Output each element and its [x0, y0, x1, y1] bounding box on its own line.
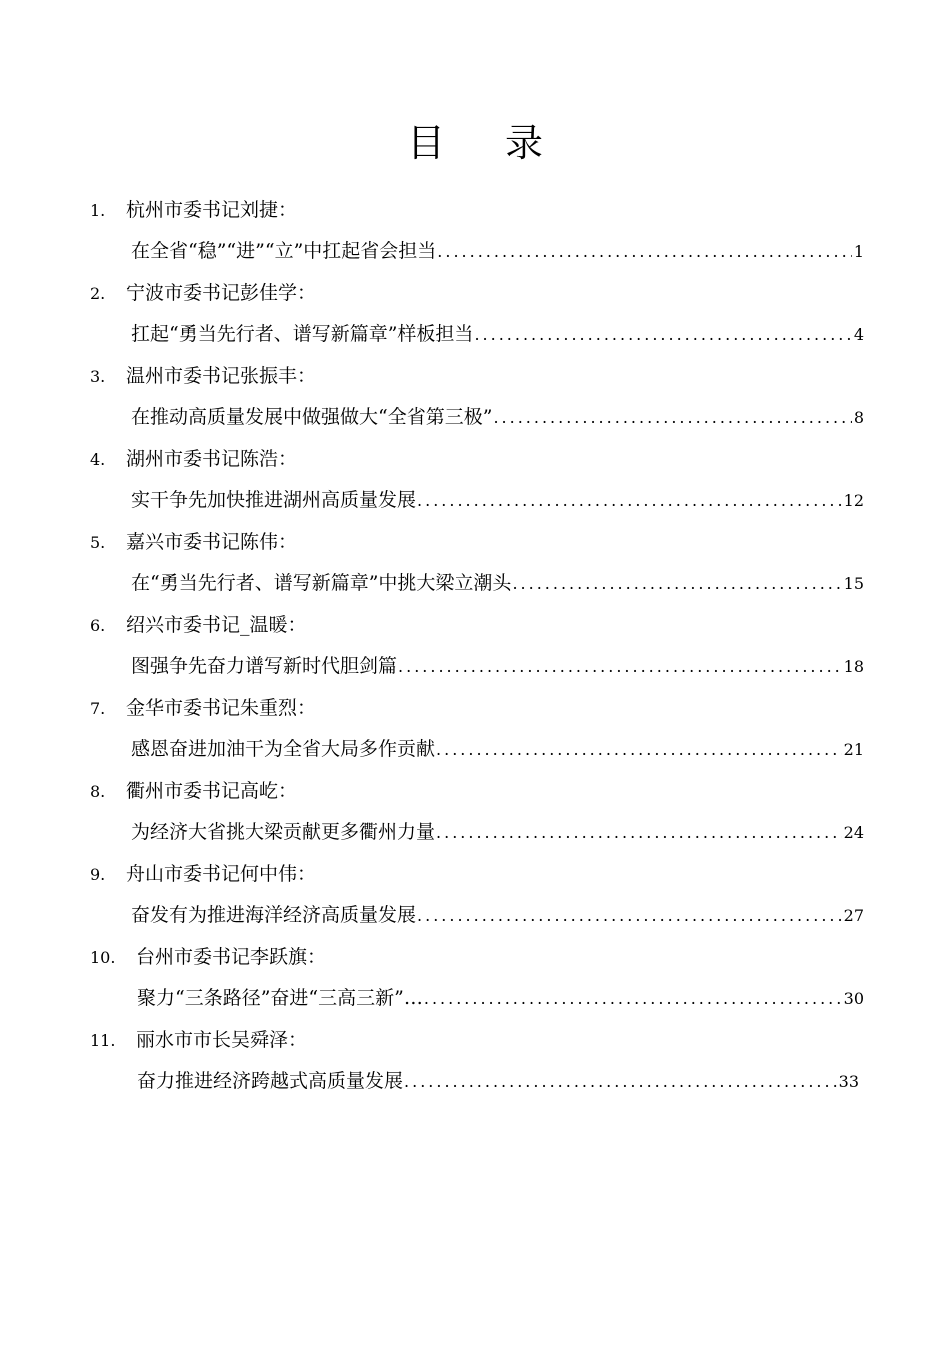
toc-entry[interactable] — [0, 854, 950, 937]
toc-entry-author: 绍兴市委书记_温暖： — [126, 614, 307, 636]
toc-entry-title: 为经济大省挑大梁贡献更多衢州力量 — [131, 821, 436, 843]
toc-entry[interactable] — [0, 273, 950, 356]
toc-entry-line[interactable] — [131, 314, 864, 354]
toc-entry[interactable] — [0, 522, 950, 605]
toc-entry-number: 10. — [90, 948, 116, 967]
toc-entry-title: 奋力推进经济跨越式高质量发展 — [137, 1070, 404, 1092]
toc-entry-page-number: 12 — [843, 491, 864, 510]
toc-entry-number: 3. — [90, 367, 106, 386]
toc-entry-author: 衢州市委书记高屹： — [126, 780, 298, 802]
dot-leader — [403, 1062, 837, 1102]
toc-entry-page-number: 18 — [843, 657, 864, 676]
toc-entry-number: 1. — [90, 201, 106, 220]
toc-entry-line[interactable] — [137, 1061, 859, 1101]
toc-entry-heading — [90, 937, 326, 977]
toc-entry-page-number: 33 — [838, 1072, 859, 1091]
toc-entry-page-number: 4 — [853, 325, 864, 344]
dot-leader — [492, 398, 851, 438]
toc-entry[interactable] — [0, 190, 950, 273]
toc-entry-line[interactable] — [131, 646, 864, 686]
toc-entry[interactable] — [0, 688, 950, 771]
toc-entry-line[interactable] — [131, 895, 864, 935]
dot-leader — [473, 315, 851, 355]
toc-entry-title: 在推动高质量发展中做强做大“全省第三极” — [131, 406, 493, 428]
toc-entry-heading — [90, 522, 297, 562]
toc-entry-number: 4. — [90, 450, 106, 469]
toc-entry-number: 7. — [90, 699, 106, 718]
toc-entry-page-number: 24 — [843, 823, 864, 842]
toc-entry-heading — [90, 854, 316, 894]
toc-entry-title: 扛起“勇当先行者、谱写新篇章”样板担当 — [131, 323, 474, 345]
toc-entry-line[interactable] — [131, 812, 864, 852]
toc-entry-author: 舟山市委书记何中伟： — [126, 863, 317, 885]
toc-entry-heading — [90, 190, 297, 230]
toc-entry-number: 2. — [90, 284, 106, 303]
dot-leader — [397, 647, 842, 687]
toc-entry-page-number: 15 — [843, 574, 864, 593]
toc-entry-title: 图强争先奋力谱写新时代胆剑篇 — [131, 655, 398, 677]
toc-entry-page-number: 8 — [853, 408, 864, 427]
toc-entry[interactable] — [0, 439, 950, 522]
toc-entry-line[interactable] — [131, 231, 864, 271]
toc-entry[interactable] — [0, 1020, 950, 1103]
toc-entry[interactable] — [0, 771, 950, 854]
page-title: 目 录 — [406, 121, 568, 165]
toc-entry-title: 在“勇当先行者、谱写新篇章”中挑大梁立潮头 — [131, 572, 512, 594]
dot-leader — [435, 813, 842, 853]
toc-entry-title: 在全省“稳”“进”“立”中扛起省会担当 — [131, 240, 437, 262]
toc-entry-heading — [90, 1020, 307, 1060]
dot-leader — [416, 896, 842, 936]
toc-entry[interactable] — [0, 937, 950, 1020]
dot-leader — [511, 564, 841, 604]
dot-leader — [435, 730, 842, 770]
toc-entry-number: 11. — [90, 1031, 116, 1050]
toc-entry-line[interactable] — [131, 480, 864, 520]
toc-entry-author: 台州市委书记李跃旗： — [136, 946, 327, 968]
toc-entry-author: 丽水市市长吴舜泽： — [136, 1029, 308, 1051]
dot-leader — [423, 979, 842, 1019]
toc-entry-line[interactable] — [131, 397, 864, 437]
toc-entry-heading — [90, 273, 316, 313]
toc-entry-title: 奋发有为推进海洋经济高质量发展 — [131, 904, 417, 926]
toc-entry-line[interactable] — [131, 563, 864, 603]
dot-leader — [436, 232, 852, 272]
toc-entry-heading — [90, 771, 297, 811]
toc-entry-author: 金华市委书记朱重烈： — [126, 697, 317, 719]
toc-entry-page-number: 30 — [843, 989, 864, 1008]
toc-entry-title: 感恩奋进加油干为全省大局多作贡献 — [131, 738, 436, 760]
toc-entry-author: 温州市委书记张振丰： — [126, 365, 317, 387]
toc-entry-heading — [90, 605, 307, 645]
toc-entry-number: 9. — [90, 865, 106, 884]
toc-entry[interactable] — [0, 605, 950, 688]
toc-entry-heading — [90, 356, 316, 396]
toc-entry[interactable] — [0, 356, 950, 439]
toc-entry-line[interactable] — [131, 729, 864, 769]
toc-entry-line[interactable] — [137, 978, 864, 1018]
toc-entry-author: 嘉兴市委书记陈伟： — [126, 531, 298, 553]
table-of-contents — [0, 190, 950, 1103]
toc-entry-author: 杭州市委书记刘捷： — [126, 199, 298, 221]
toc-entry-page-number: 1 — [853, 242, 864, 261]
toc-entry-title: 实干争先加快推进湖州高质量发展 — [131, 489, 417, 511]
toc-entry-heading — [90, 439, 297, 479]
toc-entry-author: 宁波市委书记彭佳学： — [126, 282, 317, 304]
toc-entry-author: 湖州市委书记陈浩： — [126, 448, 298, 470]
toc-entry-number: 6. — [90, 616, 106, 635]
toc-entry-number: 8. — [90, 782, 106, 801]
toc-entry-heading — [90, 688, 316, 728]
toc-entry-page-number: 27 — [843, 906, 864, 925]
toc-entry-page-number: 21 — [843, 740, 864, 759]
dot-leader — [416, 481, 842, 521]
toc-entry-title: 聚力“三条路径”奋进“三高三新”… — [137, 987, 423, 1009]
toc-entry-number: 5. — [90, 533, 106, 552]
